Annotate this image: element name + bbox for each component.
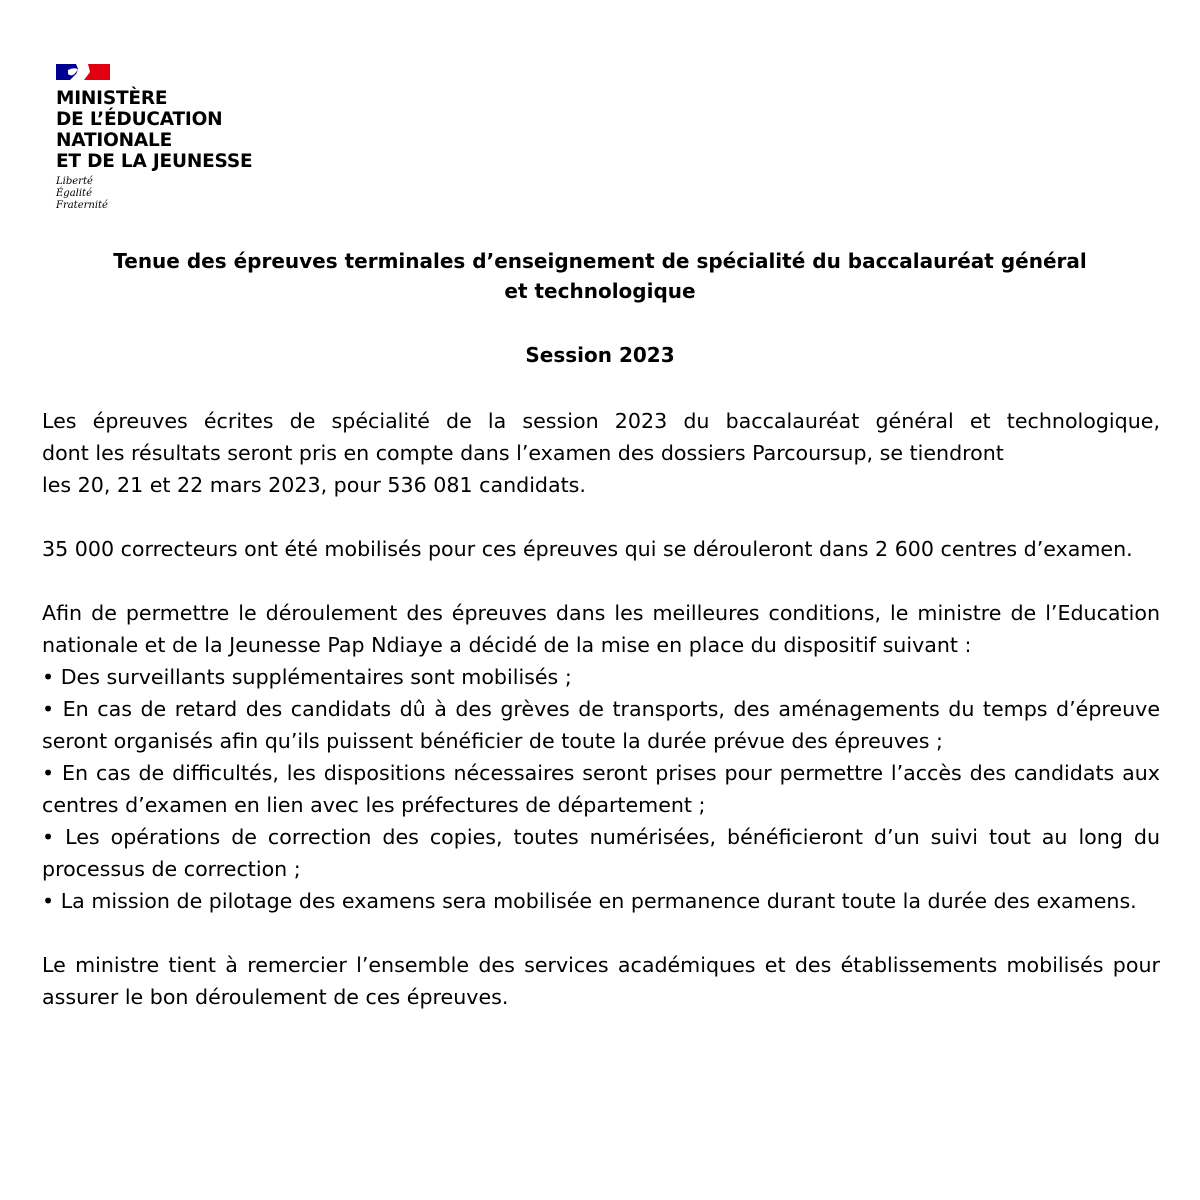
republic-motto	[56, 176, 286, 212]
measure-item: • En cas de retard des candidats dû à des grèves de transports, des aménagements du temps d’épreuve seront organisés afin qu’ils puissent bénéficier de toute la durée prévue des épreuves ;	[42, 697, 1160, 753]
paragraph-correctors: 35 000 correcteurs ont été mobilisés pour ces épreuves qui se dérouleront dans 2 600 centres d’examen.	[42, 537, 1133, 561]
motto-line: Égalité	[56, 188, 92, 199]
ministry-name	[56, 88, 286, 172]
measure-item: • Des surveillants supplémentaires sont mobilisés ;	[42, 665, 572, 689]
ministry-name-line: ET DE LA JEUNESSE	[56, 151, 253, 172]
body-text	[42, 405, 1160, 1013]
document-title	[40, 246, 1160, 306]
measure-item: • En cas de difficultés, les dispositions nécessaires seront prises pour permettre l’accès des candidats aux centres d’examen en lien avec les préfectures de département ;	[42, 761, 1160, 817]
ministry-name-line: MINISTÈRE	[56, 88, 168, 109]
paragraph-measures	[42, 597, 1160, 917]
paragraph-line: dont les résultats seront pris en compte dans l’examen des dossiers Parcoursup, se tiendront	[42, 441, 1004, 465]
ministry-name-line: NATIONALE	[56, 130, 173, 151]
paragraph-line: les 20, 21 et 22 mars 2023, pour 536 081 candidats.	[42, 473, 586, 497]
paragraph-thanks: Le ministre tient à remercier l’ensemble des services académiques et des établissements mobilisés pour assurer le bon déroulement de ces épreuves.	[42, 953, 1160, 1009]
marianne-flag-icon	[56, 62, 110, 82]
motto-line: Fraternité	[56, 200, 108, 211]
measure-item: • Les opérations de correction des copies, toutes numérisées, bénéficieront d’un suivi tout au long du processus de correction ;	[42, 825, 1160, 881]
title-line: et technologique	[504, 279, 696, 303]
measures-intro: Afin de permettre le déroulement des épreuves dans les meilleures conditions, le ministre de l’Education nationale et de la Jeunesse Pap Ndiaye a décidé de la mise en place du dispositif suivant :	[42, 601, 1160, 657]
paragraph-dates	[42, 405, 1160, 501]
motto-line: Liberté	[56, 176, 93, 187]
measure-item: • La mission de pilotage des examens sera mobilisée en permanence durant toute la durée des examens.	[42, 889, 1137, 913]
paragraph-line: Les épreuves écrites de spécialité de la session 2023 du baccalauréat général et technologique,	[42, 409, 1160, 433]
session-heading: Session 2023	[525, 343, 675, 367]
ministry-name-line: DE L’ÉDUCATION	[56, 109, 223, 130]
ministry-logo	[56, 62, 286, 212]
title-line: Tenue des épreuves terminales d’enseignement de spécialité du baccalauréat général	[113, 249, 1087, 273]
